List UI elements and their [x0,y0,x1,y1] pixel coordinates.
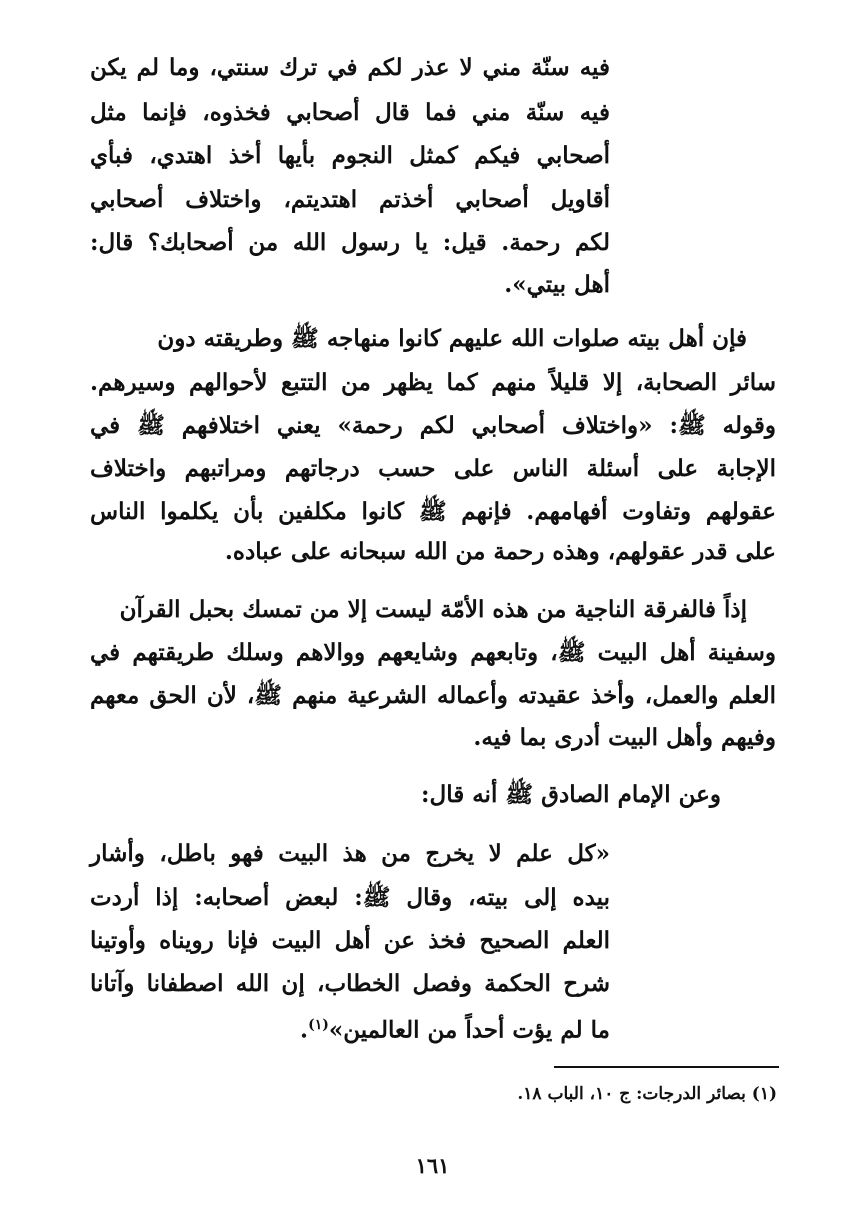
hadith-line-6: أهل بيتي». [504,271,610,298]
quote-line-5 [300,1006,610,1044]
hadith-line-3: أصحابي فيكم كمثل النجوم بأيها أخذ اهتدي، فبأي [90,142,610,169]
quote-line-2: بيده إلى بيته، وقال ﷺ: لبعض أصحابه: إذا أردت [90,884,610,911]
saved-sect-line-1: إذاً فالفرقة الناجية من هذه الأمّة ليست إلا من تمسك بحبل القرآن [119,596,747,623]
saved-sect-line-2: وسفينة أهل البيت ﷺ، وتابعهم وشايعهم ووالاهم وسلك طريقتهم في [90,639,776,666]
commentary-line-2: سائر الصحابة، إلا قليلاً منهم كما يظهر من التتبع لأحوالهم وسيرهم. [90,369,776,396]
quote-line-1: «كل علم لا يخرج من هذ البيت فهو باطل، وأشار [90,840,610,867]
quote-line-5-text: ما لم يؤت أحداً من العالمين» [328,1016,610,1044]
quote-line-4: شرح الحكمة وفصل الخطاب، إن الله اصطفانا وآتانا [90,970,610,997]
commentary-line-3: وقوله ﷺ: «واختلاف أصحابي لكم رحمة» يعني اختلافهم ﷺ في [90,412,776,439]
footnote: (١) بصائر الدرجات: ج ١٠، الباب ١٨. [517,1084,777,1104]
footnote-divider [554,1066,779,1068]
footnote-ref: (١) [308,1017,329,1033]
hadith-line-2: فيه سنّة مني فما قال أصحابي فخذوه، فإنما مثل [90,99,610,126]
saved-sect-line-4: وفيهم وأهل البيت أدرى بما فيه. [473,724,776,751]
saved-sect-line-3: العلم والعمل، وأخذ عقيدته وأعماله الشرعية منهم ﷺ، لأن الحق معهم [90,682,776,709]
commentary-line-4: الإجابة على أسئلة الناس على حسب درجاتهم ومراتبهم واختلاف [90,455,776,482]
hadith-line-5: لكم رحمة. قيل: يا رسول الله من أصحابك؟ قال: [90,229,610,256]
page-number: ١٦١ [415,1153,450,1178]
imam-sadiq-intro: وعن الإمام الصادق ﷺ أنه قال: [421,781,721,808]
hadith-line-4: أقاويل أصحابي أخذتم اهتديتم، واختلاف أصحابي [90,186,610,213]
quote-line-3: العلم الصحيح فخذ عن أهل البيت فإنا رويناه وأوتينا [90,927,610,954]
quote-line-5-end: . [300,1016,309,1044]
hadith-line-1: فيه سنّة مني لا عذر لكم في ترك سنتي، وما لم يكن [90,54,610,81]
commentary-line-6: على قدر عقولهم، وهذه رحمة من الله سبحانه على عباده. [224,538,776,565]
commentary-line-5: عقولهم وتفاوت أفهامهم. فإنهم ﷺ كانوا مكلفين بأن يكلموا الناس [90,498,776,525]
commentary-line-1: فإن أهل بيته صلوات الله عليهم كانوا منهاجه ﷺ وطريقته دون [157,325,747,352]
